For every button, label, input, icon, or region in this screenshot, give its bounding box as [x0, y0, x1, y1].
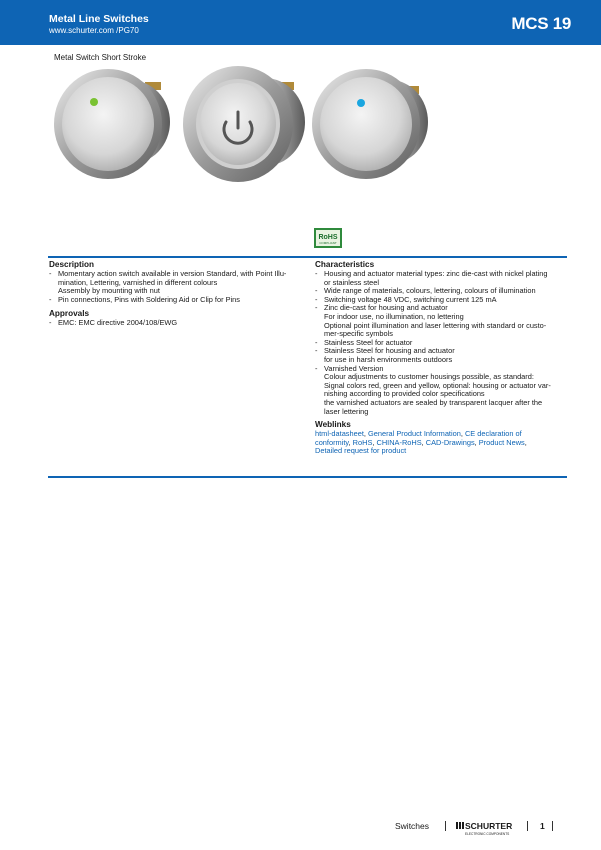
- characteristics-heading: Characteristics: [315, 260, 375, 269]
- led-blue-indicator: [357, 99, 365, 107]
- brand-tagline: ELECTRONIC COMPONENTS: [465, 832, 510, 836]
- list-item-line: Stainless Steel for actuator: [324, 337, 413, 347]
- list-bullet: -: [315, 303, 318, 313]
- product-photos: [50, 62, 470, 197]
- list-item-line: Housing and actuator material types: zinc die-cast with nickel plating: [324, 269, 548, 278]
- list-item-line: Varnished Version: [324, 363, 384, 373]
- weblink[interactable]: html-datasheet: [315, 429, 364, 439]
- left-column: [49, 260, 294, 328]
- characteristics-list: [315, 270, 570, 416]
- brand-name: SCHURTER: [465, 821, 513, 831]
- footer-separator: [527, 821, 528, 831]
- list-bullet: -: [49, 269, 52, 278]
- product-url[interactable]: www.schurter.com /PG70: [49, 26, 139, 35]
- weblink[interactable]: CE declaration of conformity: [315, 429, 522, 447]
- switch-power-symbol-icon: [183, 66, 305, 182]
- list-item-line: Switching voltage 48 VDC, switching current 125 mA: [324, 294, 497, 304]
- led-green-indicator: [90, 98, 98, 106]
- footer-category: Switches: [395, 821, 430, 831]
- list-item: [315, 365, 570, 417]
- weblink[interactable]: Detailed request for product: [315, 446, 407, 456]
- list-item: [315, 347, 570, 364]
- product-subtitle: Metal Switch Short Stroke: [54, 53, 147, 62]
- approvals-heading: Approvals: [49, 309, 90, 319]
- page-number: 1: [540, 821, 545, 831]
- product-code: MCS 19: [511, 14, 571, 33]
- weblinks-list: html-datasheet, General Product Information, CE declaration of conformity, RoHS, CHINA-RoHS, CAD-Drawings, Product News, Detailed request for product: [315, 429, 527, 456]
- schurter-logo-icon: [456, 819, 518, 837]
- rohs-badge-label: RoHS: [318, 234, 338, 241]
- list-item-line: nishing according to provided color specifications: [324, 389, 485, 399]
- list-item: [315, 304, 570, 338]
- list-item-line: laser lettering: [324, 406, 369, 416]
- description-heading: Description: [49, 260, 95, 269]
- weblinks-heading: Weblinks: [315, 420, 351, 430]
- list-item-line: mination, Lettering, varnished in different colours: [58, 277, 218, 287]
- list-item: [49, 270, 294, 287]
- list-item: [315, 270, 570, 287]
- list-bullet: -: [49, 318, 52, 328]
- weblink[interactable]: CAD-Drawings: [425, 437, 475, 447]
- description-list: [49, 270, 294, 304]
- list-bullet: -: [315, 294, 318, 304]
- weblink[interactable]: General Product Information: [368, 429, 461, 439]
- header-bar: [0, 0, 601, 45]
- switch-led-blue-icon: [312, 69, 428, 179]
- list-item-line: Signal colors red, green and yellow, optional: housing or actuator var-: [324, 380, 551, 390]
- rohs-badge-sublabel: COMPLIANT: [319, 241, 337, 245]
- list-item-line: Zinc die-cast for housing and actuator: [324, 303, 448, 313]
- right-column: [315, 260, 570, 456]
- weblink[interactable]: RoHS: [352, 437, 373, 447]
- list-bullet: -: [315, 363, 318, 373]
- list-item-line: Colour adjustments to customer housings possible, as standard:: [324, 372, 534, 382]
- footer-separator: [445, 821, 446, 831]
- list-item: [49, 296, 294, 305]
- product-line-title: Metal Line Switches: [49, 13, 149, 25]
- list-item-line: Optional point illumination and laser lettering with standard or custo-: [324, 320, 547, 330]
- list-item-line: Pin connections, Pins with Soldering Aid or Clip for Pins: [58, 294, 240, 304]
- list-item-line: For indoor use, no illumination, no lettering: [324, 311, 464, 321]
- list-item-line: Assembly by mounting with nut: [58, 286, 160, 296]
- rohs-badge-icon: [314, 228, 342, 248]
- top-divider: [48, 256, 567, 258]
- list-bullet: -: [315, 337, 318, 347]
- weblink[interactable]: Product News: [478, 437, 525, 447]
- bottom-divider: [48, 476, 567, 478]
- list-item-line: mer-specific symbols: [324, 329, 393, 339]
- list-item-line: or stainless steel: [324, 277, 380, 287]
- approvals-list: [49, 319, 294, 328]
- switch-led-green-icon: [54, 69, 170, 179]
- list-bullet: -: [315, 346, 318, 356]
- list-item-line: for use in harsh environments outdoors: [324, 354, 453, 364]
- list-bullet: -: [49, 294, 52, 304]
- list-item-line: the varnished actuators are sealed by transparent lacquer after the: [324, 397, 543, 407]
- list-item-line: Momentary action switch available in version Standard, with Point Illu-: [58, 269, 287, 278]
- footer-separator: [552, 821, 553, 831]
- list-item-line: EMC: EMC directive 2004/108/EWG: [58, 318, 178, 328]
- weblink[interactable]: CHINA-RoHS: [376, 437, 422, 447]
- list-bullet: -: [315, 269, 318, 278]
- list-item: [49, 319, 294, 328]
- list-bullet: -: [315, 286, 318, 296]
- list-item-line: Stainless Steel for housing and actuator: [324, 346, 455, 356]
- list-item-line: Wide range of materials, colours, lettering, colours of illumination: [324, 286, 536, 296]
